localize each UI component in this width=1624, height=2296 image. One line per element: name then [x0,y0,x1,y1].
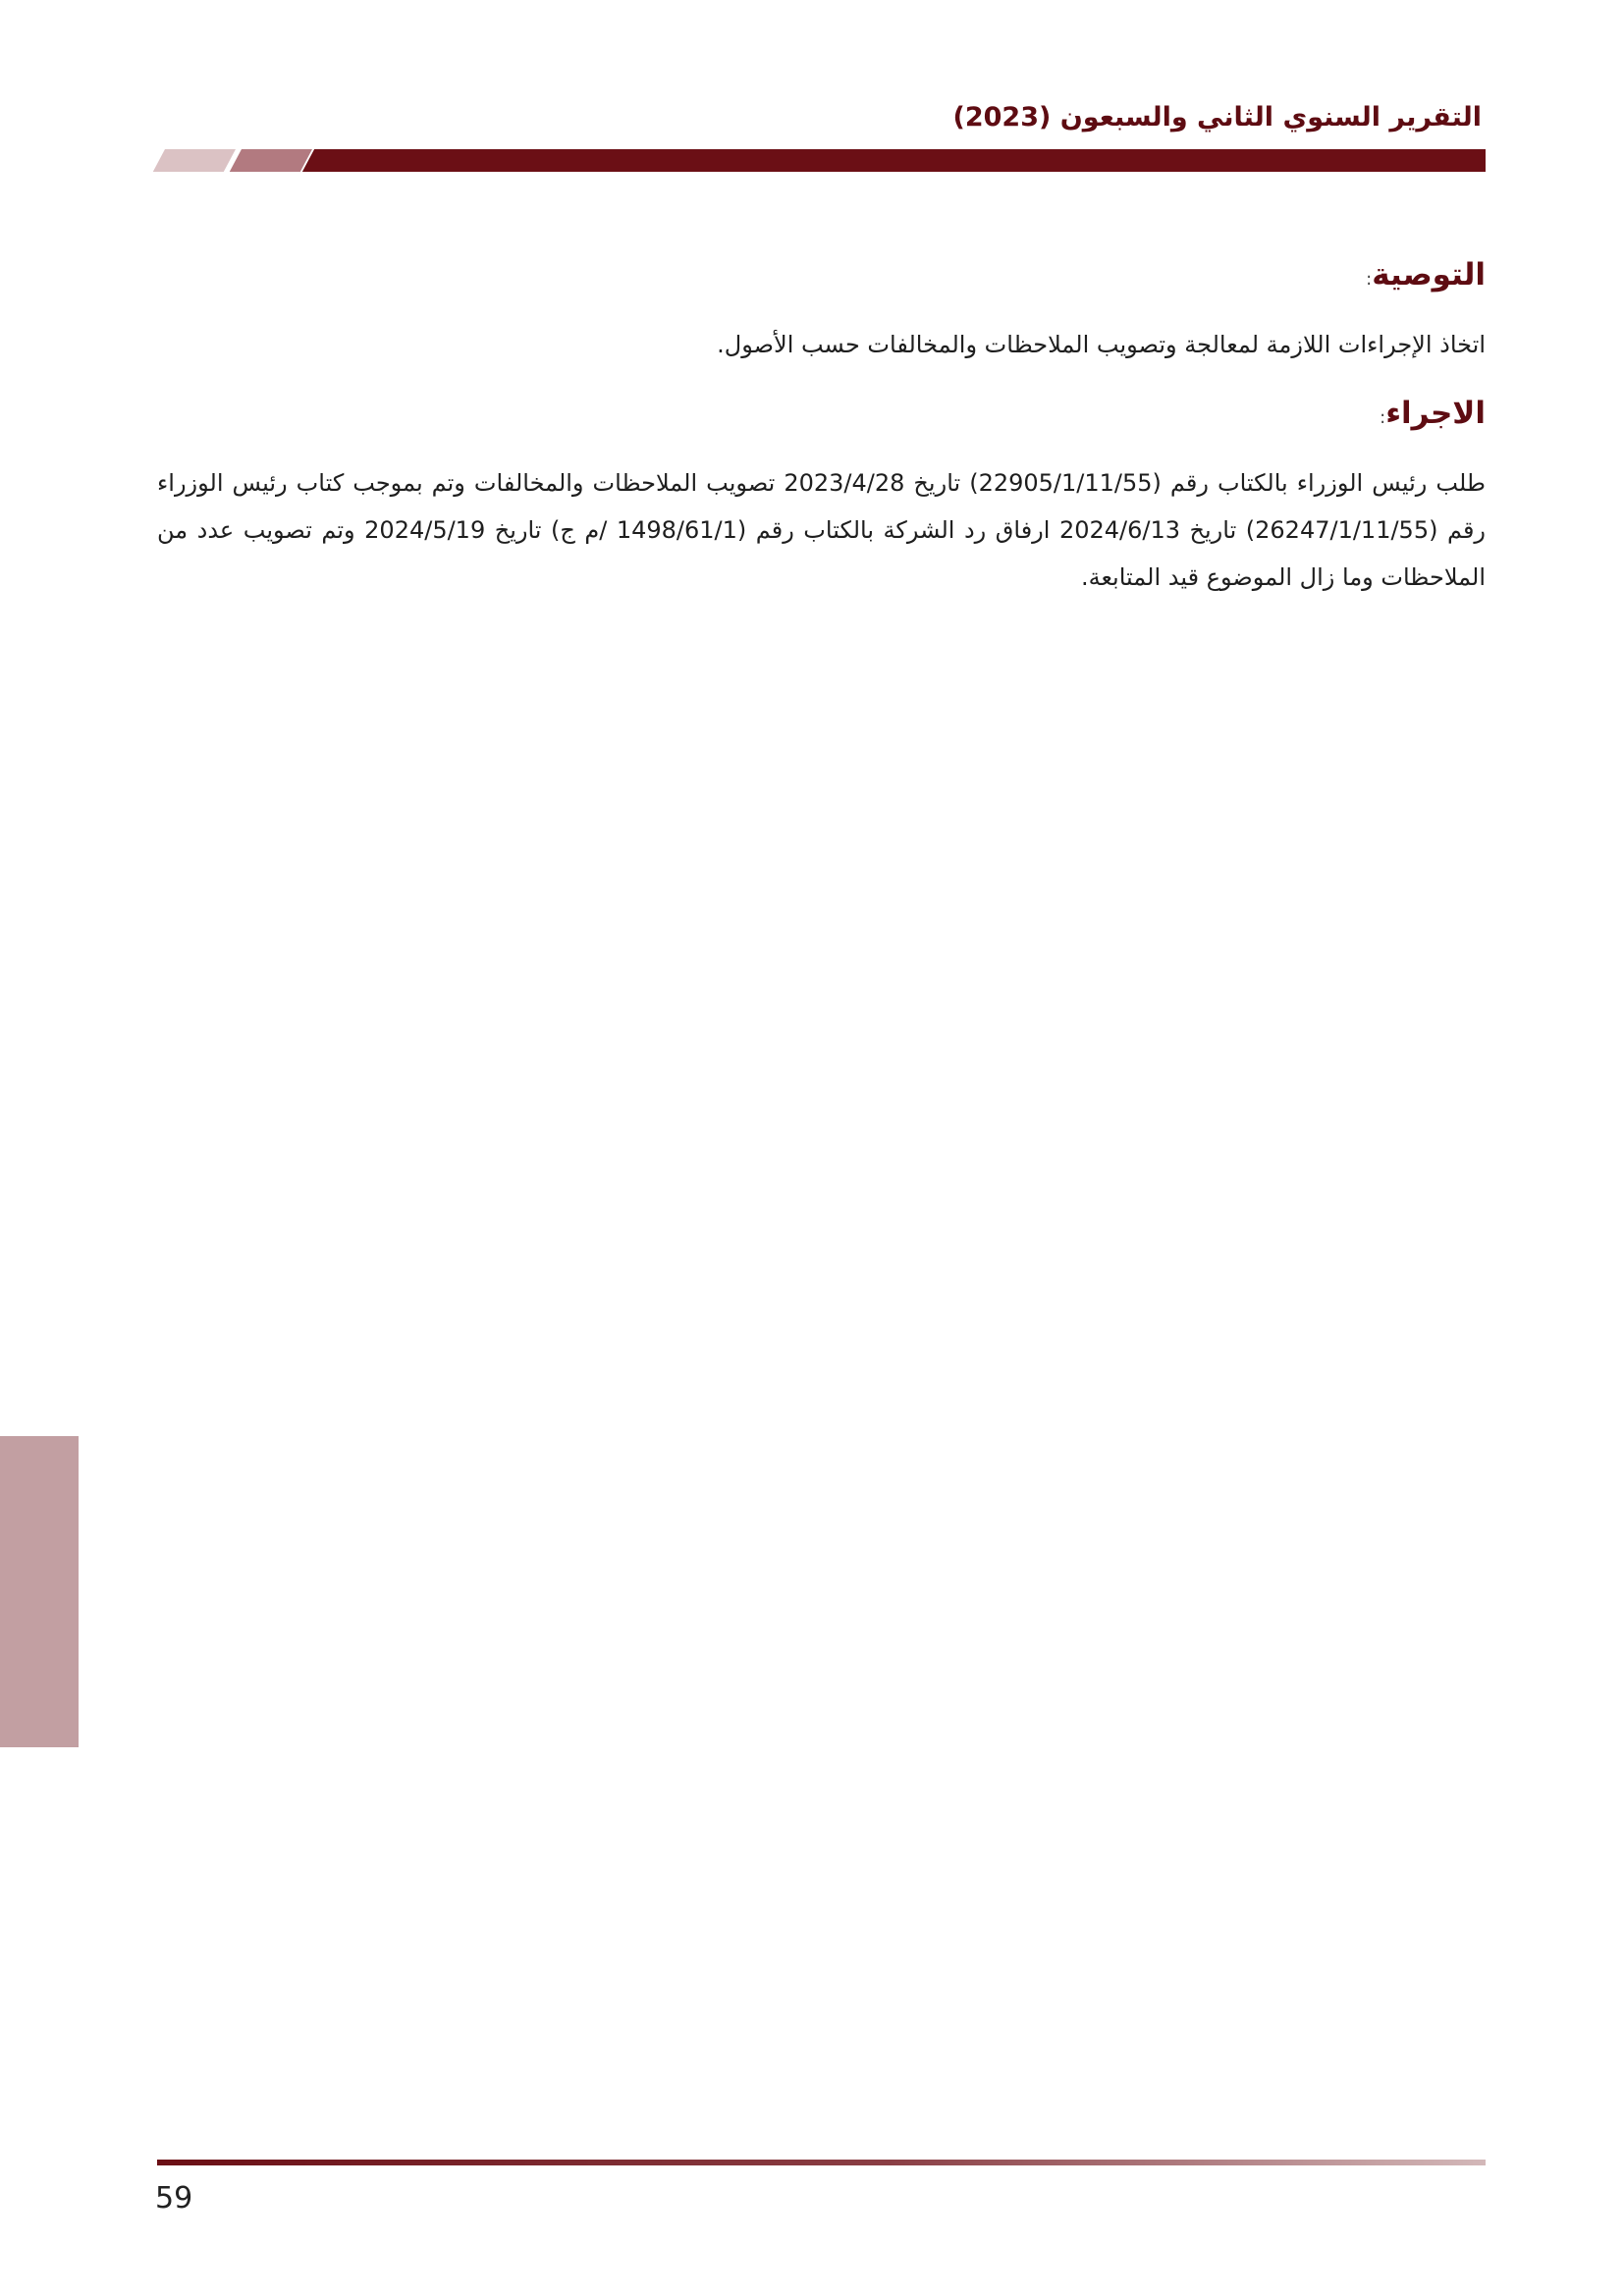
header-bar-main-segment [316,149,1486,172]
action-heading [157,384,1486,448]
report-year: (2023) [952,102,1052,133]
page-content [157,245,1486,601]
report-header-title [893,98,1482,137]
action-heading-text: الاجراء [1385,396,1486,431]
recommendation-heading-text: التوصية [1372,257,1486,293]
recommendation-heading [157,245,1486,309]
page-number: 59 [155,2181,193,2216]
footer-divider [157,2160,1486,2165]
report-title: التقرير السنوي الثاني والسبعون [1059,102,1482,133]
header-bar-light-segment [153,149,236,172]
action-heading-colon: : [1380,407,1386,428]
action-text: طلب رئيس الوزراء بالكتاب رقم (22905/1/11/55) تاريخ 2023/4/28 تصويب الملاحظات والمخالفات وتم بموجب كتاب رئيس الوزراء رقم (26247/1/11/55) تاريخ 2024/6/13 ارفاق رد الشركة بالكتاب رقم (1498/61/1 /م ج) تاريخ 2024/5/19 وتم تصويب عدد من الملاحظات وما زال الموضوع قيد المتابعة. [157,469,1487,591]
recommendation-heading-colon: : [1366,269,1373,290]
recommendation-text: اتخاذ الإجراءات اللازمة لمعالجة وتصويب الملاحظات والمخالفات حسب الأصول. [717,331,1486,358]
header-bar-mid-segment [230,149,312,172]
side-tab-marker [0,1436,79,1747]
